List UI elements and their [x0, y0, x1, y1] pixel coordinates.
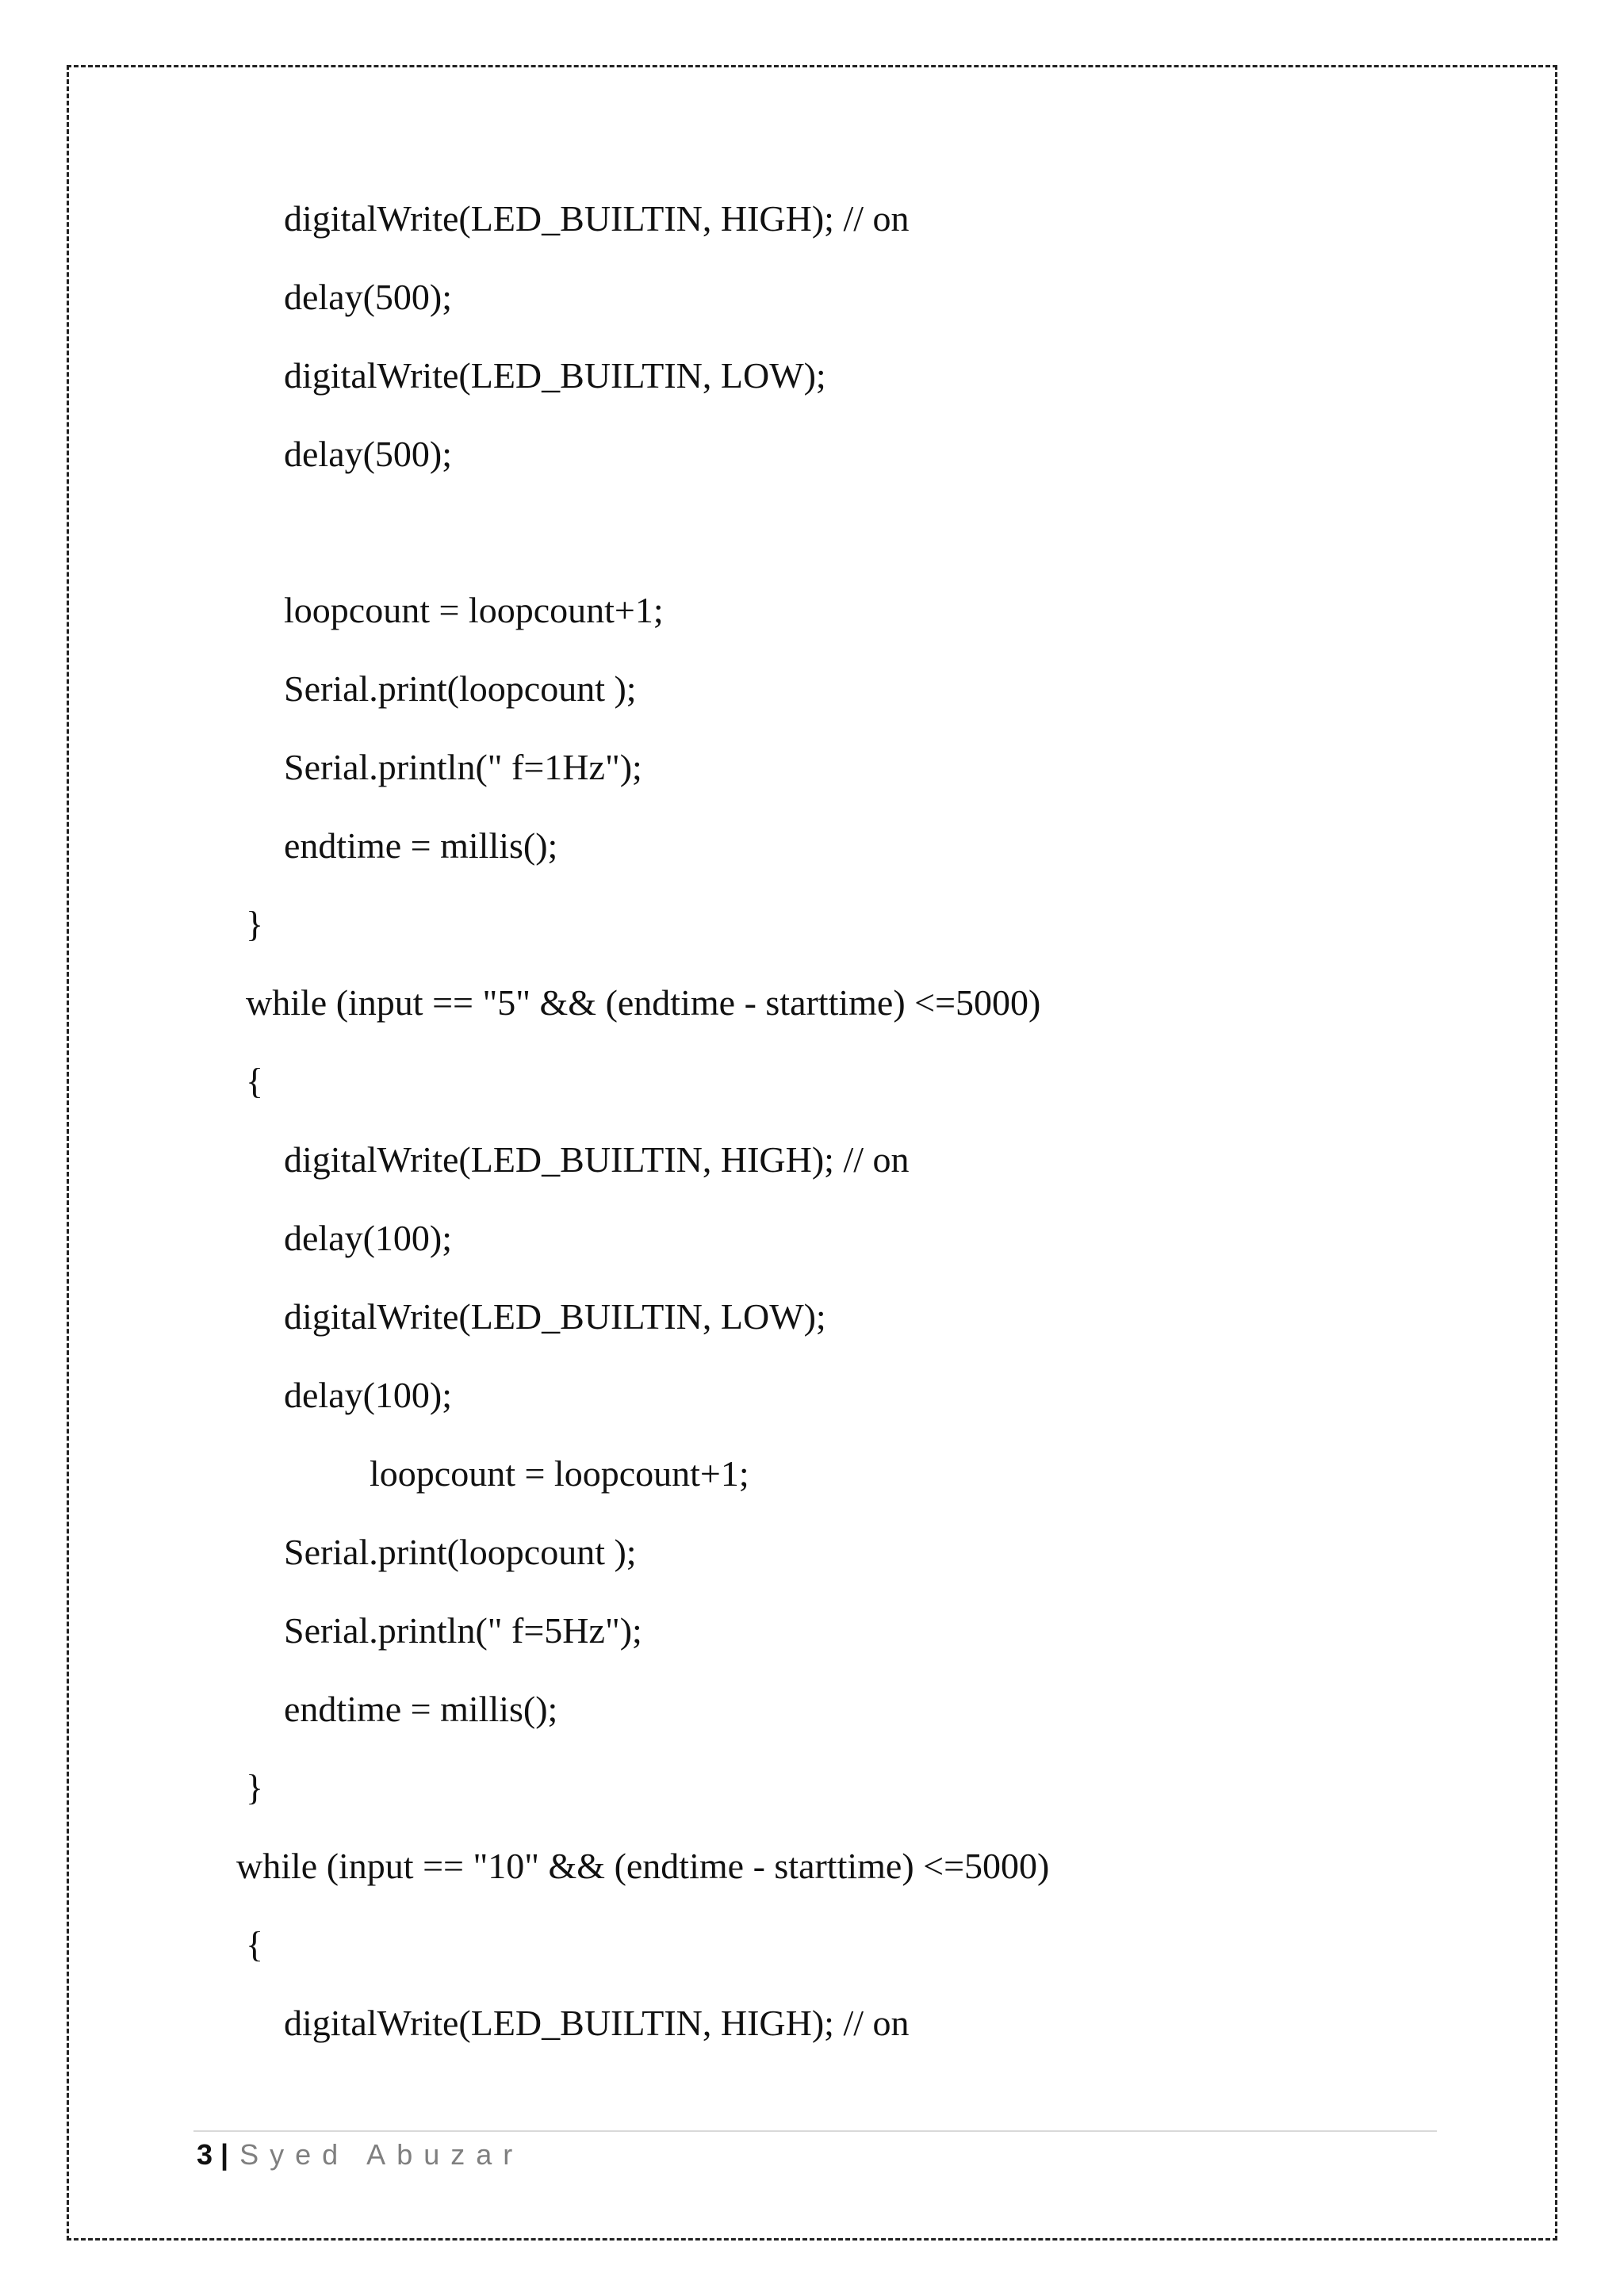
- footer-rule: [193, 2130, 1437, 2132]
- page-number: 3: [197, 2138, 213, 2171]
- code-line: digitalWrite(LED_BUILTIN, HIGH); // on: [284, 2003, 910, 2043]
- code-line: delay(100);: [284, 1218, 453, 1258]
- code-line: Serial.println(" f=5Hz");: [284, 1610, 642, 1651]
- footer-separator: |: [220, 2138, 229, 2171]
- code-line: digitalWrite(LED_BUILTIN, HIGH); // on: [284, 198, 910, 239]
- code-line: while (input == "10" && (endtime - starttime) <=5000): [236, 1846, 1050, 1886]
- code-line: delay(100);: [284, 1375, 453, 1415]
- code-line: delay(500);: [284, 434, 453, 474]
- code-line: delay(500);: [284, 277, 453, 317]
- code-line: {: [246, 1924, 264, 1965]
- code-line: Serial.println(" f=1Hz");: [284, 747, 642, 787]
- code-line: {: [246, 1061, 264, 1101]
- code-line: }: [246, 1767, 264, 1808]
- code-line: digitalWrite(LED_BUILTIN, HIGH); // on: [284, 1139, 910, 1180]
- code-line: while (input == "5" && (endtime - starttime) <=5000): [246, 982, 1041, 1023]
- page-footer: [197, 2138, 524, 2171]
- footer-author: Syed Abuzar: [239, 2138, 524, 2171]
- code-line: loopcount = loopcount+1;: [284, 590, 664, 630]
- code-line: endtime = millis();: [284, 1689, 558, 1729]
- code-line: Serial.print(loopcount );: [284, 668, 637, 709]
- code-line: digitalWrite(LED_BUILTIN, LOW);: [284, 1296, 826, 1337]
- code-line: Serial.print(loopcount );: [284, 1532, 637, 1572]
- code-line: endtime = millis();: [284, 825, 558, 866]
- code-line: }: [246, 904, 264, 944]
- code-line: loopcount = loopcount+1;: [370, 1453, 749, 1494]
- code-line: digitalWrite(LED_BUILTIN, LOW);: [284, 355, 826, 396]
